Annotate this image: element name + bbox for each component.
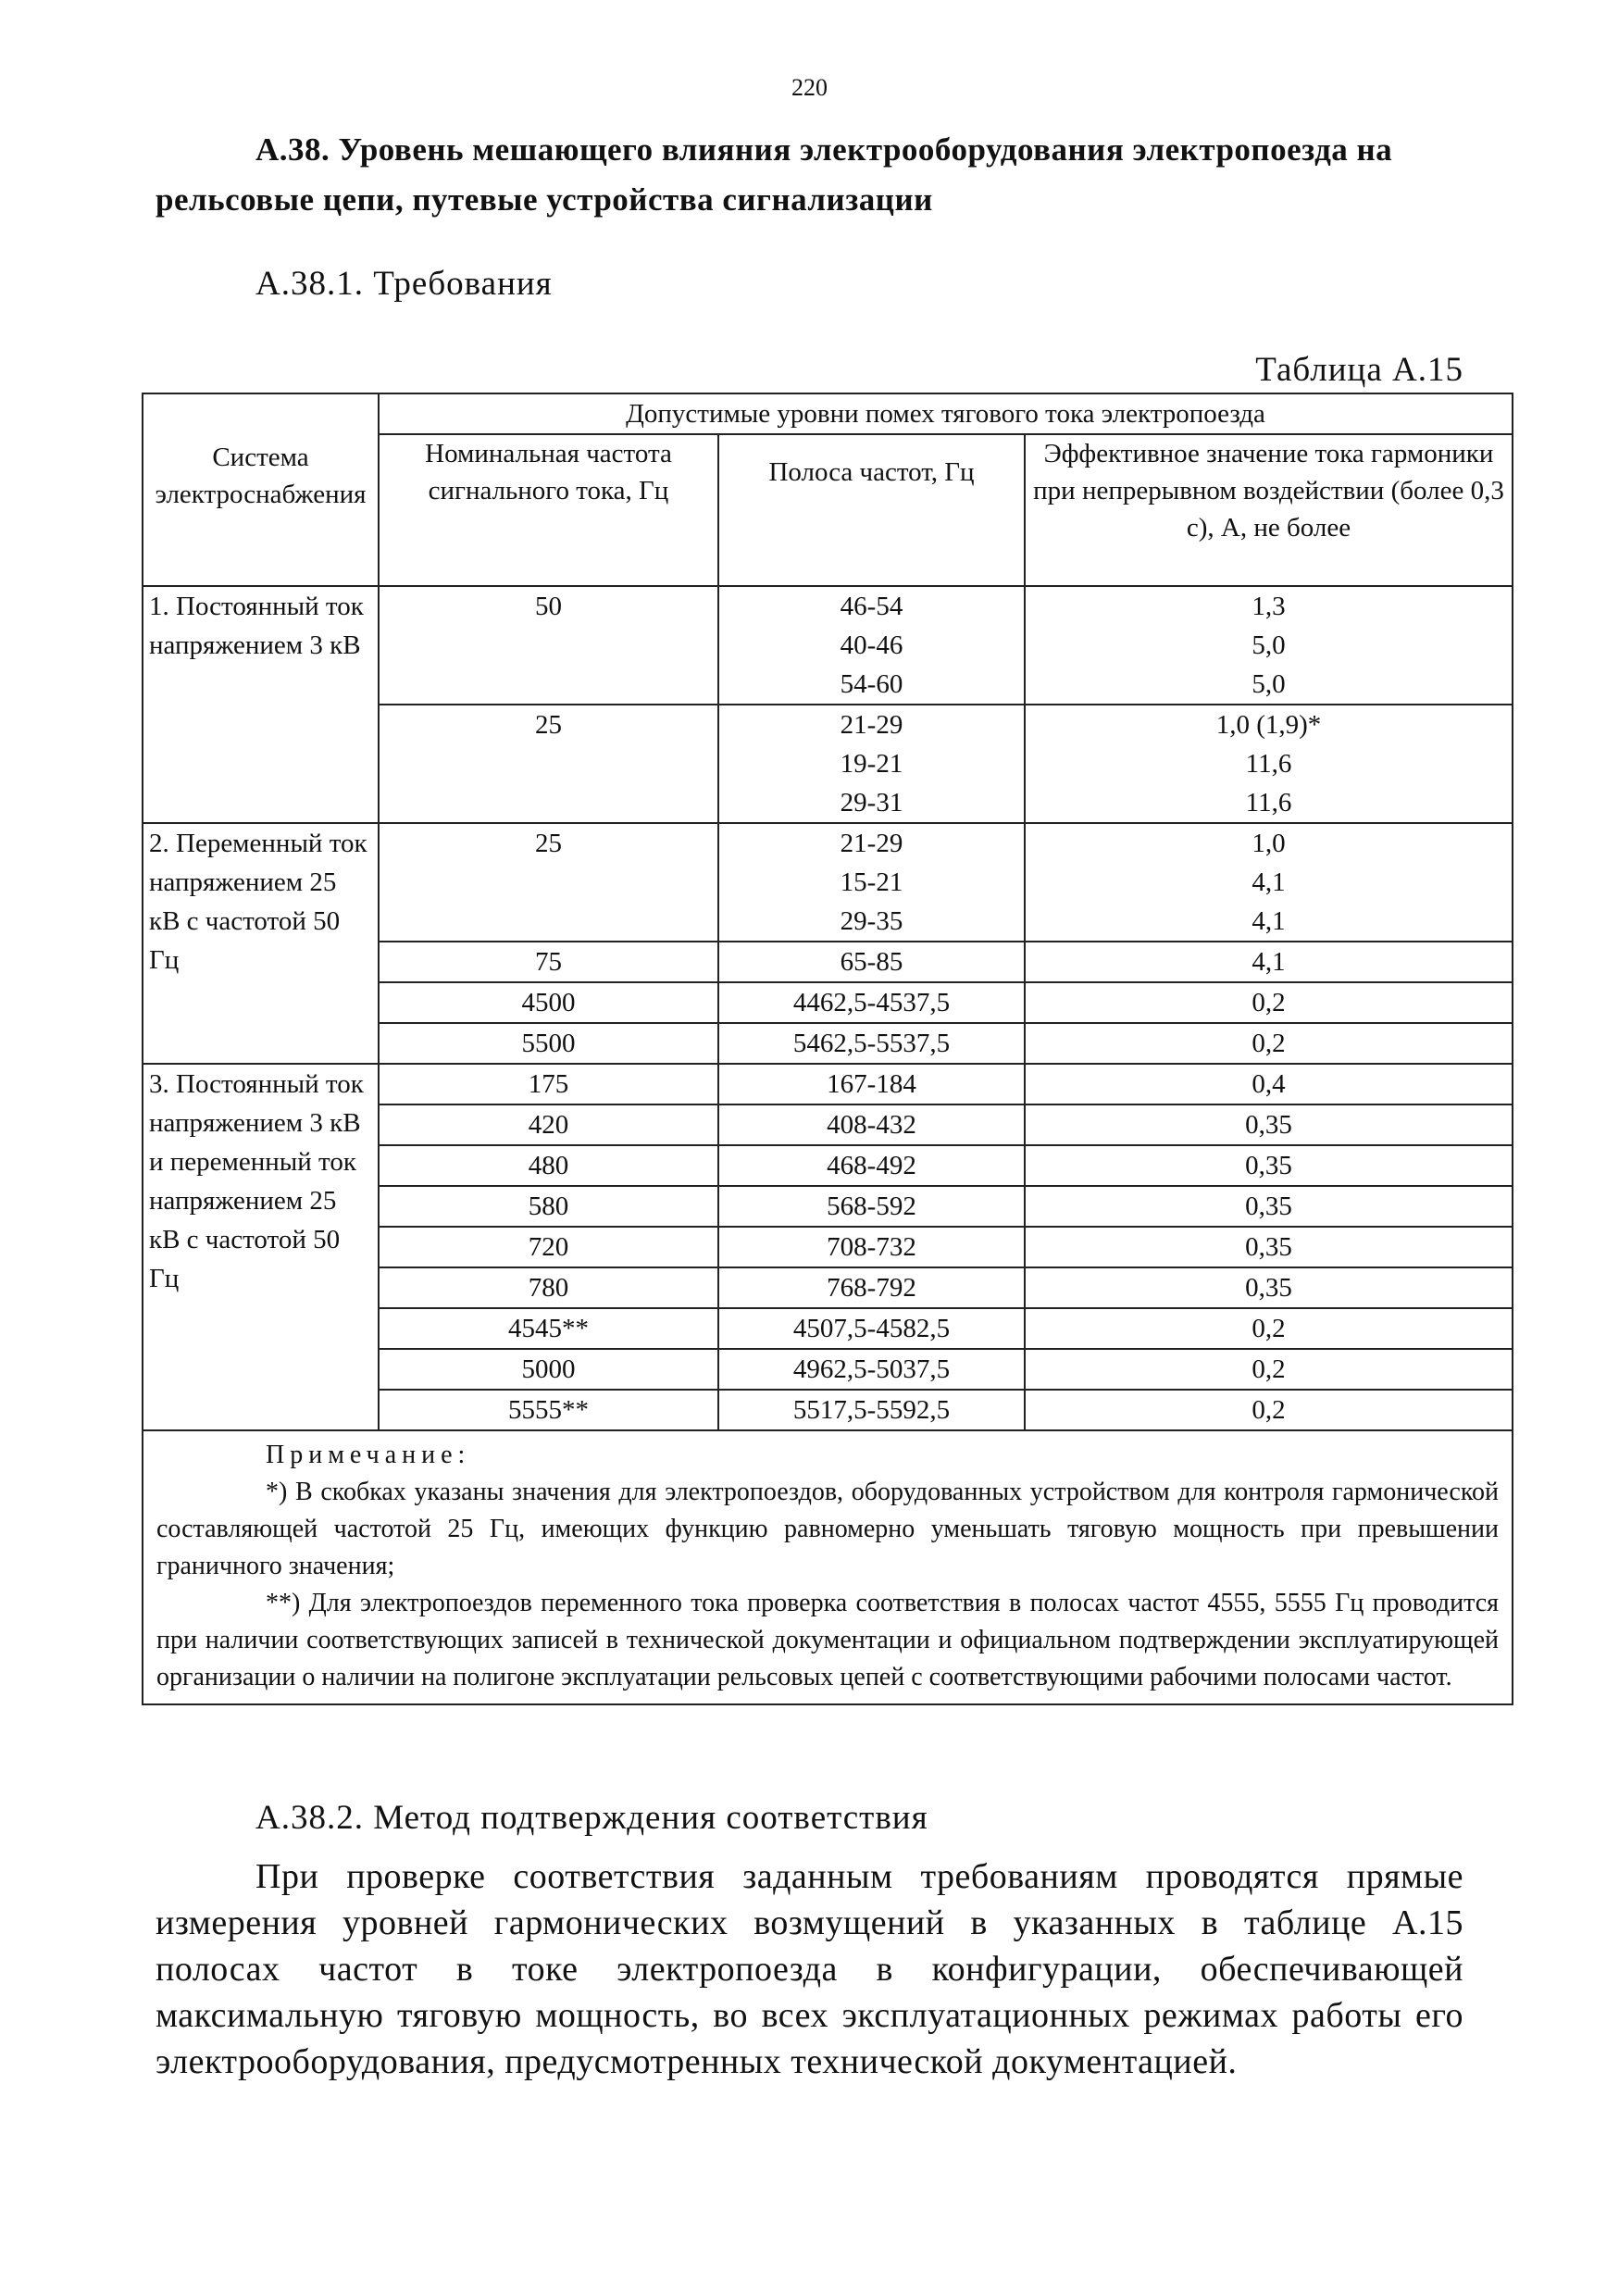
freq-cell: 25 (379, 823, 718, 942)
band-cell: 708-732 (718, 1227, 1025, 1267)
current-cell: 0,2 (1025, 1023, 1513, 1064)
freq-cell: 50 (379, 586, 718, 705)
system-2: 2. Переменный ток напряжением 25 кВ с частотой 50 Гц (143, 823, 379, 1064)
freq-cell: 420 (379, 1104, 718, 1145)
section-heading: А.38. Уровень мешающего влияния электрооборудования электропоезда на рельсовые цепи, путевые устройства сигнализации (156, 131, 1393, 218)
header-current: Эффективное значение тока гармоники при непрерывном воздействии (более 0,3 с), А, не более (1025, 434, 1513, 586)
method-text: При проверке соответствия заданным требованиям проводятся прямые измерения уровней гармонических возмущений в указанных в таблице А.15 полосах частот в токе электропоезда в конфигурации, обеспечивающей максимальную тяговую мощность, во всех эксплуатационных режимах работы его электрооборудования, предусмотренных технической документацией. (156, 1857, 1463, 2081)
method-paragraph (156, 1853, 1463, 2085)
header-freq: Номинальная частота сигнального тока, Гц (379, 434, 718, 586)
freq-cell: 780 (379, 1267, 718, 1308)
freq-cell: 5500 (379, 1023, 718, 1064)
freq-cell: 5555** (379, 1390, 718, 1430)
band-cell: 21-29 15-21 29-35 (718, 823, 1025, 942)
freq-cell: 720 (379, 1227, 718, 1267)
note-item-2: **) Для электропоездов переменного тока проверка соответствия в полосах частот 4555, 5555 Гц проводится при наличии соответствующих записей в технической документации и официальном подтверждении эксплуатирующей организации о наличии на полигоне эксплуатации рельсовых цепей с соответствующими рабочими полосами частот. (156, 1589, 1499, 1691)
current-cell: 1,0 (1,9)* 11,6 11,6 (1025, 705, 1513, 823)
band-cell: 568-592 (718, 1186, 1025, 1227)
current-cell: 0,35 (1025, 1145, 1513, 1186)
current-cell: 1,0 4,1 4,1 (1025, 823, 1513, 942)
page-number: 220 (791, 74, 828, 101)
requirements-title: А.38.1. Требования (255, 265, 553, 303)
current-cell: 0,2 (1025, 1308, 1513, 1349)
requirements-table (142, 393, 1513, 1705)
band-cell: 5517,5-5592,5 (718, 1390, 1025, 1430)
freq-cell: 480 (379, 1145, 718, 1186)
freq-cell: 580 (379, 1186, 718, 1227)
header-band: Полоса частот, Гц (718, 434, 1025, 586)
note-item-1: *) В скобках указаны значения для электропоездов, оборудованных устройством для контроля гармонической составляющей частотой 25 Гц, имеющих функцию равномерно уменьшать тяговую мощность при превышении граничного значения; (156, 1478, 1499, 1580)
note-title: Примечание: (266, 1441, 471, 1469)
freq-cell: 5000 (379, 1349, 718, 1390)
current-cell: 4,1 (1025, 942, 1513, 982)
band-cell: 21-29 19-21 29-31 (718, 705, 1025, 823)
band-cell: 4462,5-4537,5 (718, 982, 1025, 1023)
freq-cell: 4500 (379, 982, 718, 1023)
band-cell: 468-492 (718, 1145, 1025, 1186)
band-cell: 768-792 (718, 1267, 1025, 1308)
table-note (143, 1430, 1513, 1704)
current-cell: 0,35 (1025, 1104, 1513, 1145)
band-cell: 65-85 (718, 942, 1025, 982)
current-cell: 0,35 (1025, 1186, 1513, 1227)
band-cell: 167-184 (718, 1064, 1025, 1104)
header-group: Допустимые уровни помех тягового тока электропоезда (379, 393, 1513, 434)
table-caption: Таблица А.15 (1255, 351, 1463, 389)
freq-cell: 25 (379, 705, 718, 823)
system-1: 1. Постоянный ток напряжением 3 кВ (143, 586, 379, 823)
band-cell: 408-432 (718, 1104, 1025, 1145)
header-system: Система электроснабжения (143, 393, 379, 586)
method-title: А.38.2. Метод подтверждения соответствия (255, 1799, 928, 1837)
band-cell: 46-54 40-46 54-60 (718, 586, 1025, 705)
freq-cell: 175 (379, 1064, 718, 1104)
current-cell: 0,4 (1025, 1064, 1513, 1104)
current-cell: 1,3 5,0 5,0 (1025, 586, 1513, 705)
freq-cell: 75 (379, 942, 718, 982)
current-cell: 0,2 (1025, 1349, 1513, 1390)
system-3: 3. Постоянный ток напряжением 3 кВ и переменный ток напряжением 25 кВ с частотой 50 Гц (143, 1064, 379, 1430)
band-cell: 4507,5-4582,5 (718, 1308, 1025, 1349)
current-cell: 0,2 (1025, 982, 1513, 1023)
current-cell: 0,2 (1025, 1390, 1513, 1430)
current-cell: 0,35 (1025, 1267, 1513, 1308)
band-cell: 4962,5-5037,5 (718, 1349, 1025, 1390)
current-cell: 0,35 (1025, 1227, 1513, 1267)
band-cell: 5462,5-5537,5 (718, 1023, 1025, 1064)
freq-cell: 4545** (379, 1308, 718, 1349)
